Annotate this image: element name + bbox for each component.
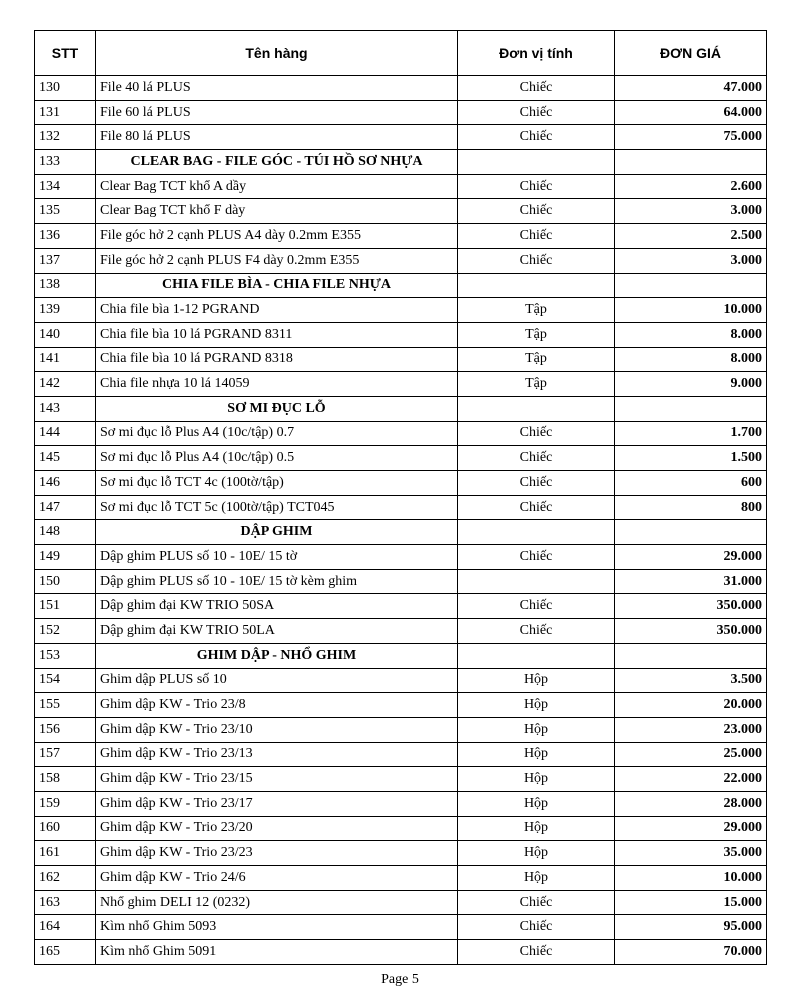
section-row xyxy=(35,643,767,668)
table-row xyxy=(35,174,767,199)
table-row xyxy=(35,495,767,520)
item-unit: Tập xyxy=(458,298,615,323)
item-price: 23.000 xyxy=(615,717,767,742)
item-name: Ghim dập KW - Trio 23/8 xyxy=(96,693,458,718)
item-price: 3.000 xyxy=(615,248,767,273)
item-price: 1.500 xyxy=(615,446,767,471)
item-name: Chia file bìa 10 lá PGRAND 8311 xyxy=(96,322,458,347)
item-unit xyxy=(458,569,615,594)
item-price: 29.000 xyxy=(615,545,767,570)
table-row xyxy=(35,347,767,372)
item-price: 29.000 xyxy=(615,816,767,841)
item-price: 9.000 xyxy=(615,372,767,397)
row-stt: 146 xyxy=(35,471,96,496)
row-stt: 139 xyxy=(35,298,96,323)
item-price: 25.000 xyxy=(615,742,767,767)
item-unit: Hộp xyxy=(458,791,615,816)
row-stt: 163 xyxy=(35,890,96,915)
table-body xyxy=(35,76,767,965)
table-row xyxy=(35,76,767,101)
item-price: 31.000 xyxy=(615,569,767,594)
page-number: Page 5 xyxy=(381,972,419,987)
row-stt: 142 xyxy=(35,372,96,397)
row-stt: 154 xyxy=(35,668,96,693)
item-unit: Chiếc xyxy=(458,619,615,644)
row-stt: 140 xyxy=(35,322,96,347)
row-stt: 148 xyxy=(35,520,96,545)
item-unit: Hộp xyxy=(458,717,615,742)
header-row xyxy=(35,31,767,76)
item-name: Chia file nhựa 10 lá 14059 xyxy=(96,372,458,397)
table-row xyxy=(35,742,767,767)
row-stt: 138 xyxy=(35,273,96,298)
price-list-table xyxy=(34,30,767,965)
item-price: 2.500 xyxy=(615,224,767,249)
table-row xyxy=(35,668,767,693)
item-unit: Tập xyxy=(458,347,615,372)
row-stt: 143 xyxy=(35,396,96,421)
item-name: Dập ghim PLUS số 10 - 10E/ 15 tờ kèm ghim xyxy=(96,569,458,594)
item-price xyxy=(615,150,767,175)
item-unit: Hộp xyxy=(458,841,615,866)
item-price xyxy=(615,520,767,545)
item-unit: Hộp xyxy=(458,668,615,693)
item-price: 28.000 xyxy=(615,791,767,816)
item-unit: Chiếc xyxy=(458,199,615,224)
item-price: 600 xyxy=(615,471,767,496)
table-header xyxy=(35,31,767,76)
item-name: Chia file bìa 1-12 PGRAND xyxy=(96,298,458,323)
item-unit: Hộp xyxy=(458,742,615,767)
row-stt: 153 xyxy=(35,643,96,668)
item-unit: Hộp xyxy=(458,693,615,718)
header-stt: STT xyxy=(35,31,96,76)
section-title: GHIM DẬP - NHỔ GHIM xyxy=(96,643,458,668)
item-unit: Chiếc xyxy=(458,174,615,199)
item-price: 350.000 xyxy=(615,594,767,619)
table-row xyxy=(35,471,767,496)
row-stt: 161 xyxy=(35,841,96,866)
table-row xyxy=(35,100,767,125)
item-price: 1.700 xyxy=(615,421,767,446)
item-price: 10.000 xyxy=(615,298,767,323)
item-price xyxy=(615,643,767,668)
item-price: 350.000 xyxy=(615,619,767,644)
item-name: Ghim dập KW - Trio 23/13 xyxy=(96,742,458,767)
table-row xyxy=(35,372,767,397)
row-stt: 147 xyxy=(35,495,96,520)
section-row xyxy=(35,396,767,421)
item-name: Nhổ ghim DELI 12 (0232) xyxy=(96,890,458,915)
item-price: 10.000 xyxy=(615,866,767,891)
header-unit: Đơn vị tính xyxy=(458,31,615,76)
section-row xyxy=(35,273,767,298)
row-stt: 136 xyxy=(35,224,96,249)
row-stt: 149 xyxy=(35,545,96,570)
item-name: Sơ mi đục lỗ TCT 4c (100tờ/tập) xyxy=(96,471,458,496)
table-row xyxy=(35,446,767,471)
item-name: Ghim dập KW - Trio 23/15 xyxy=(96,767,458,792)
row-stt: 131 xyxy=(35,100,96,125)
table-row xyxy=(35,890,767,915)
item-unit: Chiếc xyxy=(458,495,615,520)
table-row xyxy=(35,791,767,816)
item-unit: Chiếc xyxy=(458,471,615,496)
item-name: Dập ghim đại KW TRIO 50SA xyxy=(96,594,458,619)
item-name: File 40 lá PLUS xyxy=(96,76,458,101)
row-stt: 156 xyxy=(35,717,96,742)
row-stt: 159 xyxy=(35,791,96,816)
item-price: 47.000 xyxy=(615,76,767,101)
item-name: Sơ mi đục lỗ Plus A4 (10c/tập) 0.5 xyxy=(96,446,458,471)
item-name: Sơ mi đục lỗ TCT 5c (100tờ/tập) TCT045 xyxy=(96,495,458,520)
item-name: File góc hở 2 cạnh PLUS A4 dày 0.2mm E355 xyxy=(96,224,458,249)
row-stt: 150 xyxy=(35,569,96,594)
row-stt: 158 xyxy=(35,767,96,792)
item-name: File góc hở 2 cạnh PLUS F4 dày 0.2mm E355 xyxy=(96,248,458,273)
item-unit: Chiếc xyxy=(458,224,615,249)
item-name: Ghim dập KW - Trio 23/20 xyxy=(96,816,458,841)
row-stt: 134 xyxy=(35,174,96,199)
item-price: 2.600 xyxy=(615,174,767,199)
item-price: 95.000 xyxy=(615,915,767,940)
section-title: DẬP GHIM xyxy=(96,520,458,545)
item-name: File 80 lá PLUS xyxy=(96,125,458,150)
row-stt: 157 xyxy=(35,742,96,767)
item-unit: Chiếc xyxy=(458,446,615,471)
item-price xyxy=(615,273,767,298)
item-unit xyxy=(458,643,615,668)
table-row xyxy=(35,841,767,866)
row-stt: 144 xyxy=(35,421,96,446)
table-row xyxy=(35,693,767,718)
table-row xyxy=(35,224,767,249)
item-name: Sơ mi đục lỗ Plus A4 (10c/tập) 0.7 xyxy=(96,421,458,446)
table-row xyxy=(35,915,767,940)
table-row xyxy=(35,298,767,323)
item-name: Dập ghim PLUS số 10 - 10E/ 15 tờ xyxy=(96,545,458,570)
row-stt: 145 xyxy=(35,446,96,471)
item-name: File 60 lá PLUS xyxy=(96,100,458,125)
table-row xyxy=(35,248,767,273)
item-unit: Chiếc xyxy=(458,545,615,570)
item-price xyxy=(615,396,767,421)
item-name: Chia file bìa 10 lá PGRAND 8318 xyxy=(96,347,458,372)
section-title: CLEAR BAG - FILE GÓC - TÚI HỒ SƠ NHỰA xyxy=(96,150,458,175)
item-unit: Chiếc xyxy=(458,915,615,940)
item-price: 22.000 xyxy=(615,767,767,792)
row-stt: 155 xyxy=(35,693,96,718)
header-name: Tên hàng xyxy=(96,31,458,76)
table-row xyxy=(35,322,767,347)
table-row xyxy=(35,125,767,150)
item-name: Dập ghim đại KW TRIO 50LA xyxy=(96,619,458,644)
item-unit: Tập xyxy=(458,372,615,397)
row-stt: 151 xyxy=(35,594,96,619)
row-stt: 164 xyxy=(35,915,96,940)
item-name: Ghim dập KW - Trio 24/6 xyxy=(96,866,458,891)
item-price: 800 xyxy=(615,495,767,520)
item-price: 3.500 xyxy=(615,668,767,693)
item-name: Ghim dập KW - Trio 23/10 xyxy=(96,717,458,742)
item-unit: Chiếc xyxy=(458,940,615,965)
table-row xyxy=(35,816,767,841)
table-row xyxy=(35,717,767,742)
item-name: Kìm nhổ Ghim 5091 xyxy=(96,940,458,965)
section-row xyxy=(35,150,767,175)
table-row xyxy=(35,866,767,891)
row-stt: 137 xyxy=(35,248,96,273)
item-price: 64.000 xyxy=(615,100,767,125)
table-row xyxy=(35,940,767,965)
row-stt: 141 xyxy=(35,347,96,372)
item-unit: Chiếc xyxy=(458,248,615,273)
table-row xyxy=(35,421,767,446)
section-title: SƠ MI ĐỤC LỖ xyxy=(96,396,458,421)
row-stt: 135 xyxy=(35,199,96,224)
item-price: 8.000 xyxy=(615,322,767,347)
row-stt: 160 xyxy=(35,816,96,841)
row-stt: 133 xyxy=(35,150,96,175)
item-price: 20.000 xyxy=(615,693,767,718)
item-name: Clear Bag TCT khổ F dày xyxy=(96,199,458,224)
row-stt: 165 xyxy=(35,940,96,965)
item-unit: Chiếc xyxy=(458,421,615,446)
item-name: Clear Bag TCT khổ A dầy xyxy=(96,174,458,199)
section-row xyxy=(35,520,767,545)
item-unit xyxy=(458,150,615,175)
item-price: 70.000 xyxy=(615,940,767,965)
row-stt: 162 xyxy=(35,866,96,891)
item-price: 8.000 xyxy=(615,347,767,372)
table-row xyxy=(35,569,767,594)
row-stt: 132 xyxy=(35,125,96,150)
item-unit: Hộp xyxy=(458,866,615,891)
item-unit xyxy=(458,520,615,545)
item-name: Ghim dập KW - Trio 23/23 xyxy=(96,841,458,866)
item-price: 15.000 xyxy=(615,890,767,915)
item-unit: Chiếc xyxy=(458,125,615,150)
item-price: 3.000 xyxy=(615,199,767,224)
row-stt: 130 xyxy=(35,76,96,101)
item-unit: Hộp xyxy=(458,816,615,841)
item-unit xyxy=(458,273,615,298)
table-row xyxy=(35,199,767,224)
row-stt: 152 xyxy=(35,619,96,644)
item-unit xyxy=(458,396,615,421)
item-name: Kìm nhổ Ghim 5093 xyxy=(96,915,458,940)
item-unit: Chiếc xyxy=(458,76,615,101)
table-row xyxy=(35,594,767,619)
item-price: 35.000 xyxy=(615,841,767,866)
item-unit: Chiếc xyxy=(458,594,615,619)
item-name: Ghim dập PLUS số 10 xyxy=(96,668,458,693)
item-name: Ghim dập KW - Trio 23/17 xyxy=(96,791,458,816)
table-row xyxy=(35,619,767,644)
table-row xyxy=(35,767,767,792)
table-row xyxy=(35,545,767,570)
section-title: CHIA FILE BÌA - CHIA FILE NHỰA xyxy=(96,273,458,298)
item-unit: Chiếc xyxy=(458,100,615,125)
item-price: 75.000 xyxy=(615,125,767,150)
item-unit: Tập xyxy=(458,322,615,347)
header-price: ĐƠN GIÁ xyxy=(615,31,767,76)
item-unit: Hộp xyxy=(458,767,615,792)
item-unit: Chiếc xyxy=(458,890,615,915)
